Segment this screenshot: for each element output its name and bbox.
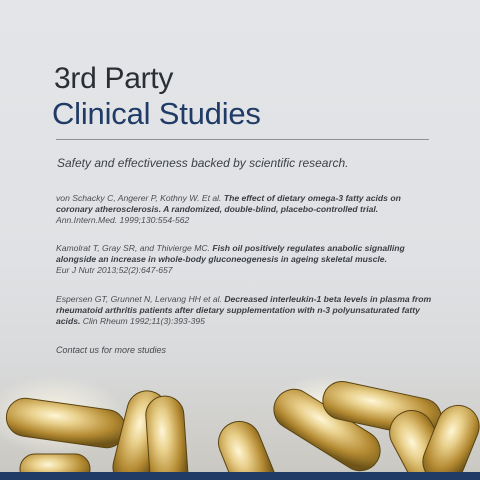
page-title-line2: Clinical Studies (52, 96, 261, 131)
study-title: The effect of dietary omega-3 fatty acids on coronary atherosclerosis. A randomized, double-blind, placebo-controlled trial. (56, 193, 401, 214)
page-subtitle: Safety and effectiveness backed by scientific research. (57, 156, 349, 170)
study-item (56, 243, 436, 276)
capsule (145, 395, 190, 472)
contact-link[interactable]: Contact us for more studies (56, 345, 167, 355)
study-citation: Clin Rheum 1992;11(3):393-395 (82, 316, 205, 326)
study-citation: Ann.Intern.Med. 1999;130:554-562 (56, 215, 190, 225)
study-title: Decreased interleukin-1 beta levels in plasma from rheumatoid arthritis patients after dietary supplementation with n-3 polyunsaturated fatty acids. (56, 294, 432, 326)
study-item (56, 193, 436, 226)
study-authors: von Schacky C, Angerer P, Kothny W. Et al. (56, 193, 222, 203)
page-title-line1: 3rd Party (54, 62, 174, 95)
study-title: Fish oil positively regulates anabolic signalling alongside an increase in whole-body gluconeogenesis in ageing skeletal muscle. (56, 243, 405, 264)
study-authors: Espersen GT, Grunnet N, Lervang HH et al. (56, 294, 222, 304)
bottom-accent-bar (0, 472, 480, 480)
study-authors: Kamolrat T, Gray SR, and Thivierge MC. (56, 243, 210, 253)
study-item (56, 294, 436, 327)
divider (56, 139, 429, 140)
capsule (212, 415, 282, 472)
study-citation: Eur J Nutr 2013;52(2):647-657 (56, 265, 173, 275)
capsule (20, 454, 90, 472)
fish-oil-capsules-image (0, 360, 480, 472)
